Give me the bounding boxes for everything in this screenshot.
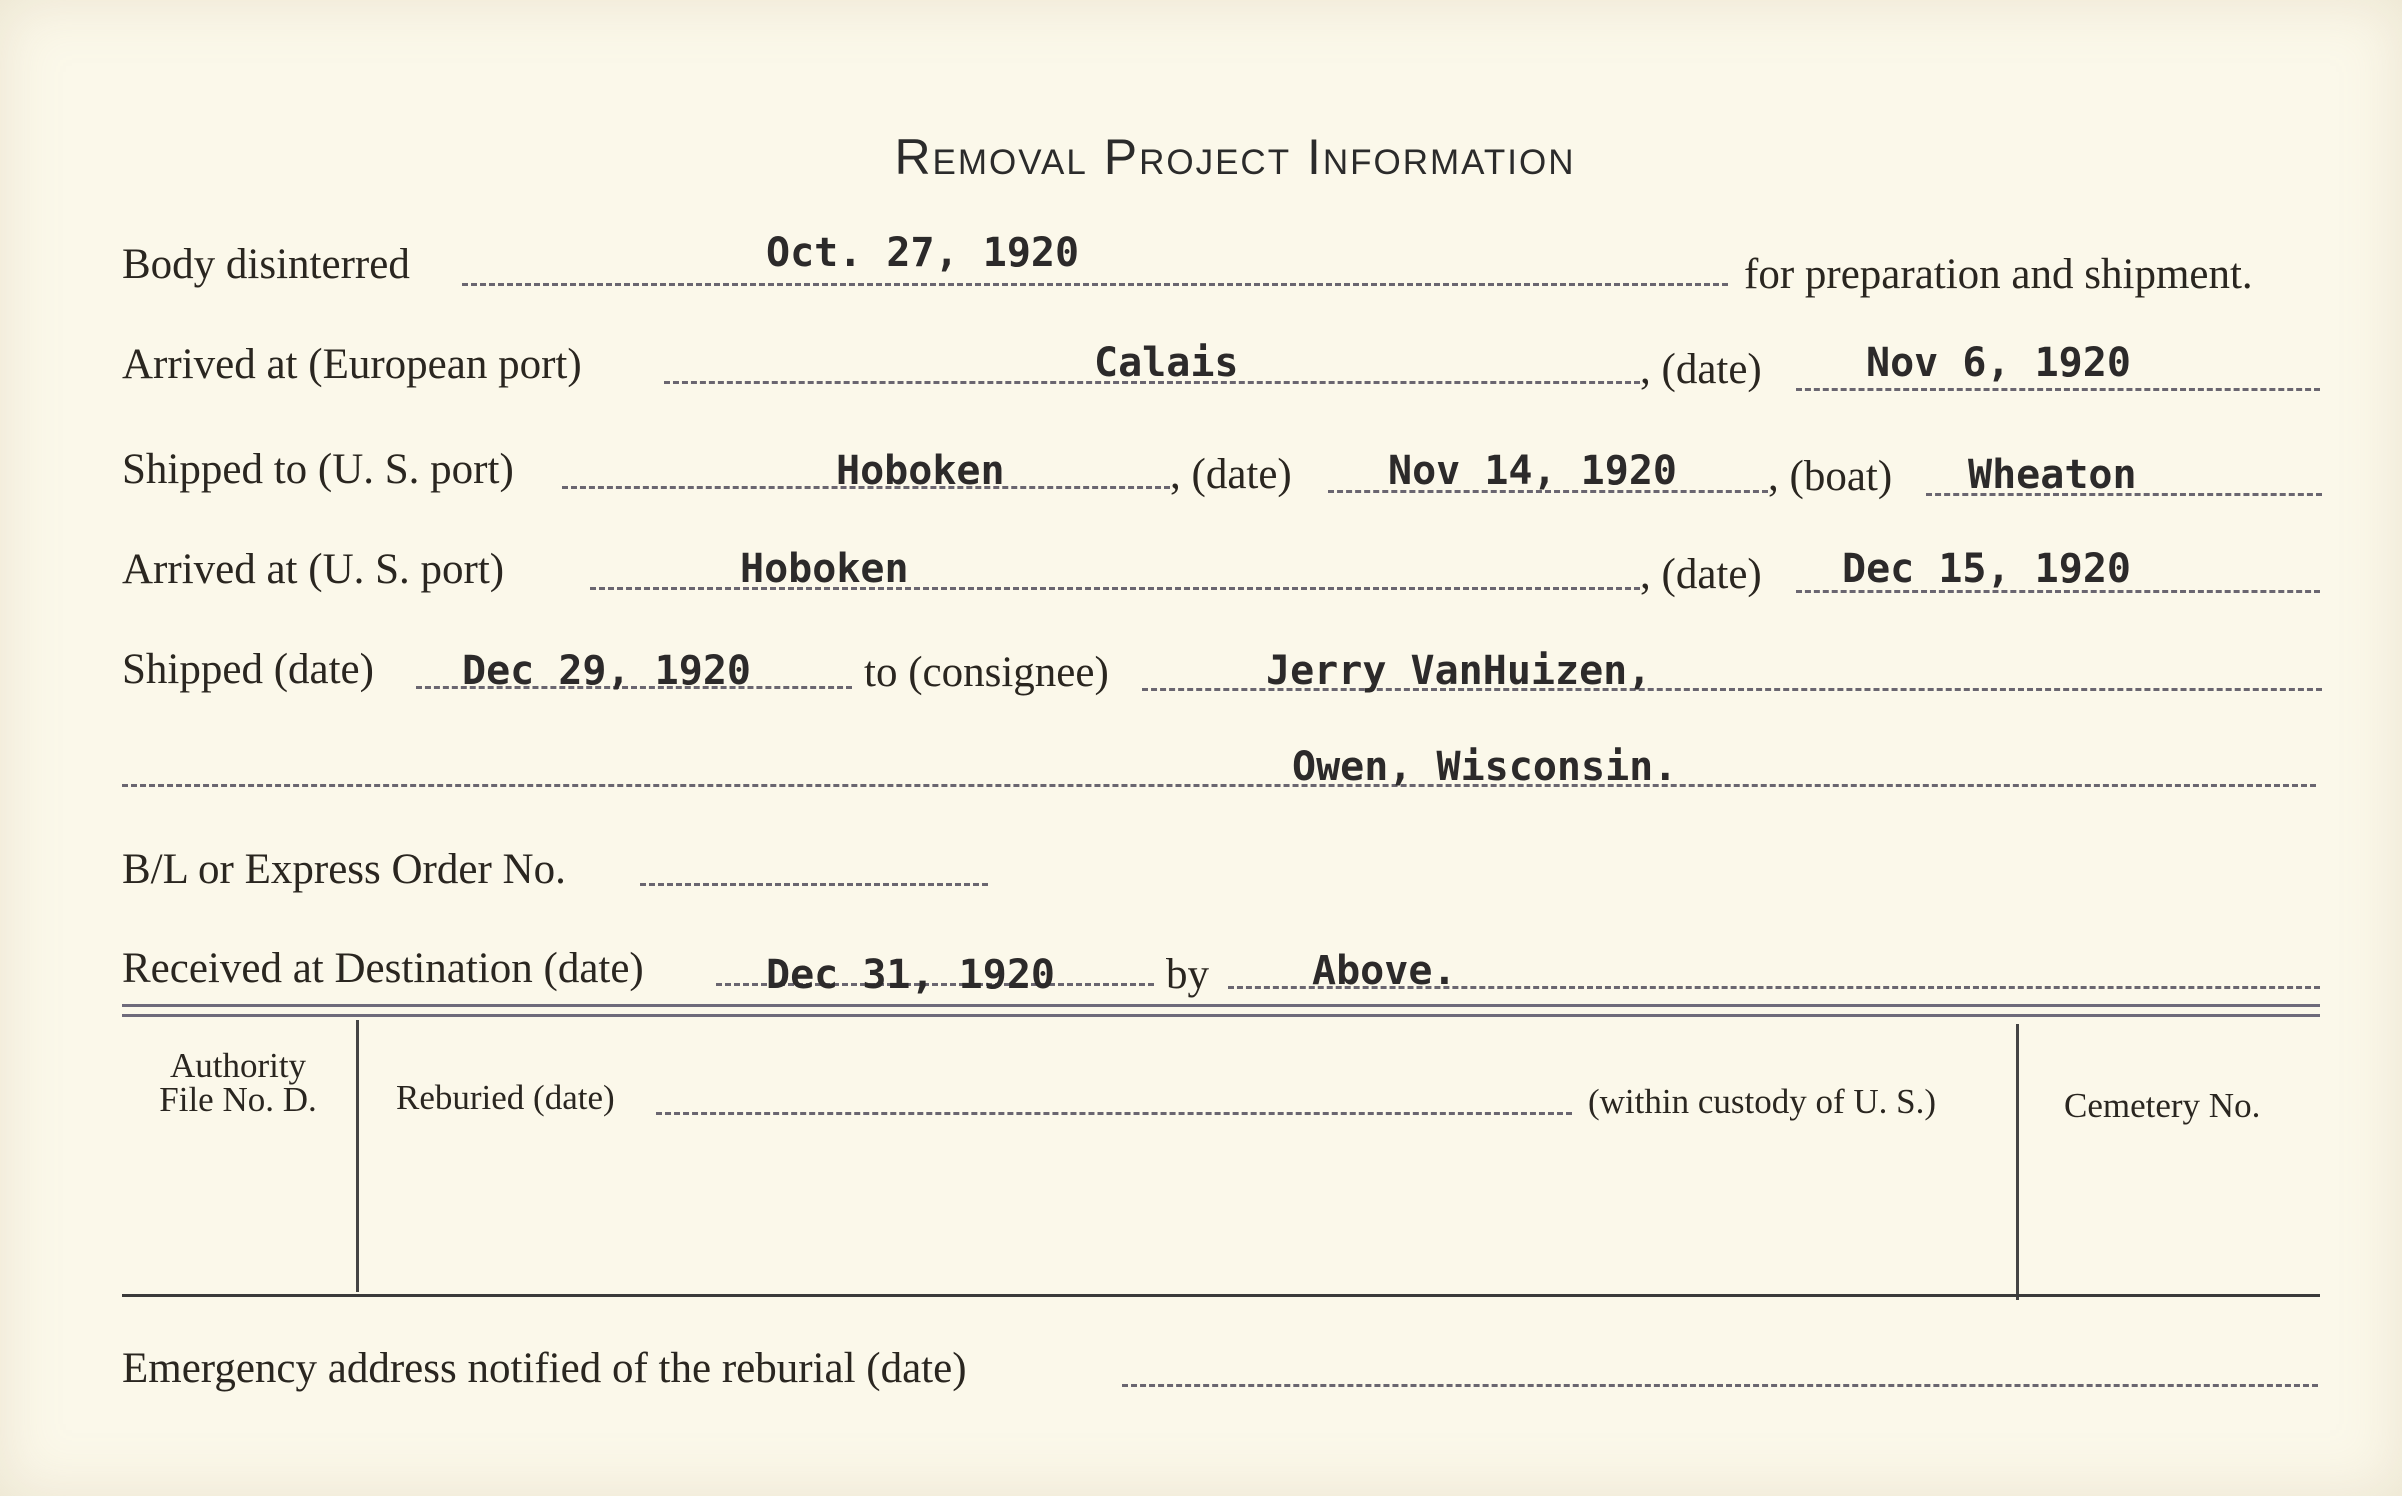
divider-rule-top: [122, 1004, 2320, 1007]
european-date-value: Nov 6, 1920: [1866, 340, 2131, 386]
received-date-value: Dec 31, 1920: [766, 952, 1055, 998]
arrived-date-label: , (date): [1640, 551, 1762, 598]
address-line: [122, 784, 2316, 787]
by-label: by: [1166, 951, 1209, 998]
boat-label: , (boat): [1768, 453, 1893, 500]
express-order-line: [640, 883, 988, 886]
form-title: Removal Project Information: [894, 129, 1576, 185]
box-divider-right: [2016, 1024, 2019, 1300]
authority-label: Authority: [169, 1046, 307, 1085]
consignee-label: to (consignee): [864, 649, 1109, 696]
reburied-label: Reburied (date): [396, 1078, 615, 1117]
preparation-suffix: for preparation and shipment.: [1744, 251, 2253, 298]
boat-value: Wheaton: [1968, 452, 2137, 498]
us-port-shipped-value: Hoboken: [836, 448, 1005, 494]
us-port-arrived-label: Arrived at (U. S. port): [122, 546, 505, 593]
express-order-label: B/L or Express Order No.: [122, 846, 566, 893]
consignee-address: Owen, Wisconsin.: [1292, 744, 1678, 790]
body-disinterred-line: [462, 283, 1728, 286]
european-port-value: Calais: [1094, 340, 1239, 386]
consignee-value: Jerry VanHuizen,: [1266, 648, 1652, 694]
body-disinterred-value: Oct. 27, 1920: [766, 230, 1080, 276]
us-port-arrived-value: Hoboken: [740, 546, 909, 592]
shipped-date-label: , (date): [1170, 451, 1292, 498]
shipped-value: Dec 29, 1920: [462, 648, 751, 694]
body-disinterred-label: Body disinterred: [122, 241, 410, 288]
received-label: Received at Destination (date): [122, 945, 644, 992]
box-divider-left: [356, 1020, 359, 1292]
emergency-line: [1122, 1384, 2318, 1387]
box-bottom-rule: [122, 1294, 2320, 1297]
european-date-label: , (date): [1640, 346, 1762, 393]
european-port-label: Arrived at (European port): [122, 341, 582, 388]
divider-rule-bottom: [122, 1014, 2320, 1017]
arrived-date-value: Dec 15, 1920: [1842, 546, 2131, 592]
cemetery-label: Cemetery No.: [2064, 1086, 2261, 1125]
european-date-line: [1796, 388, 2320, 391]
authority-file-label: File No. D.: [159, 1080, 317, 1119]
us-port-shipped-label: Shipped to (U. S. port): [122, 446, 514, 493]
custody-label: (within custody of U. S.): [1588, 1082, 1937, 1121]
shipped-date-value: Nov 14, 1920: [1388, 448, 1677, 494]
by-value: Above.: [1312, 948, 1457, 994]
reburied-line: [656, 1112, 1572, 1115]
shipped-label: Shipped (date): [122, 646, 374, 693]
emergency-label: Emergency address notified of the reburial (date): [122, 1345, 967, 1392]
